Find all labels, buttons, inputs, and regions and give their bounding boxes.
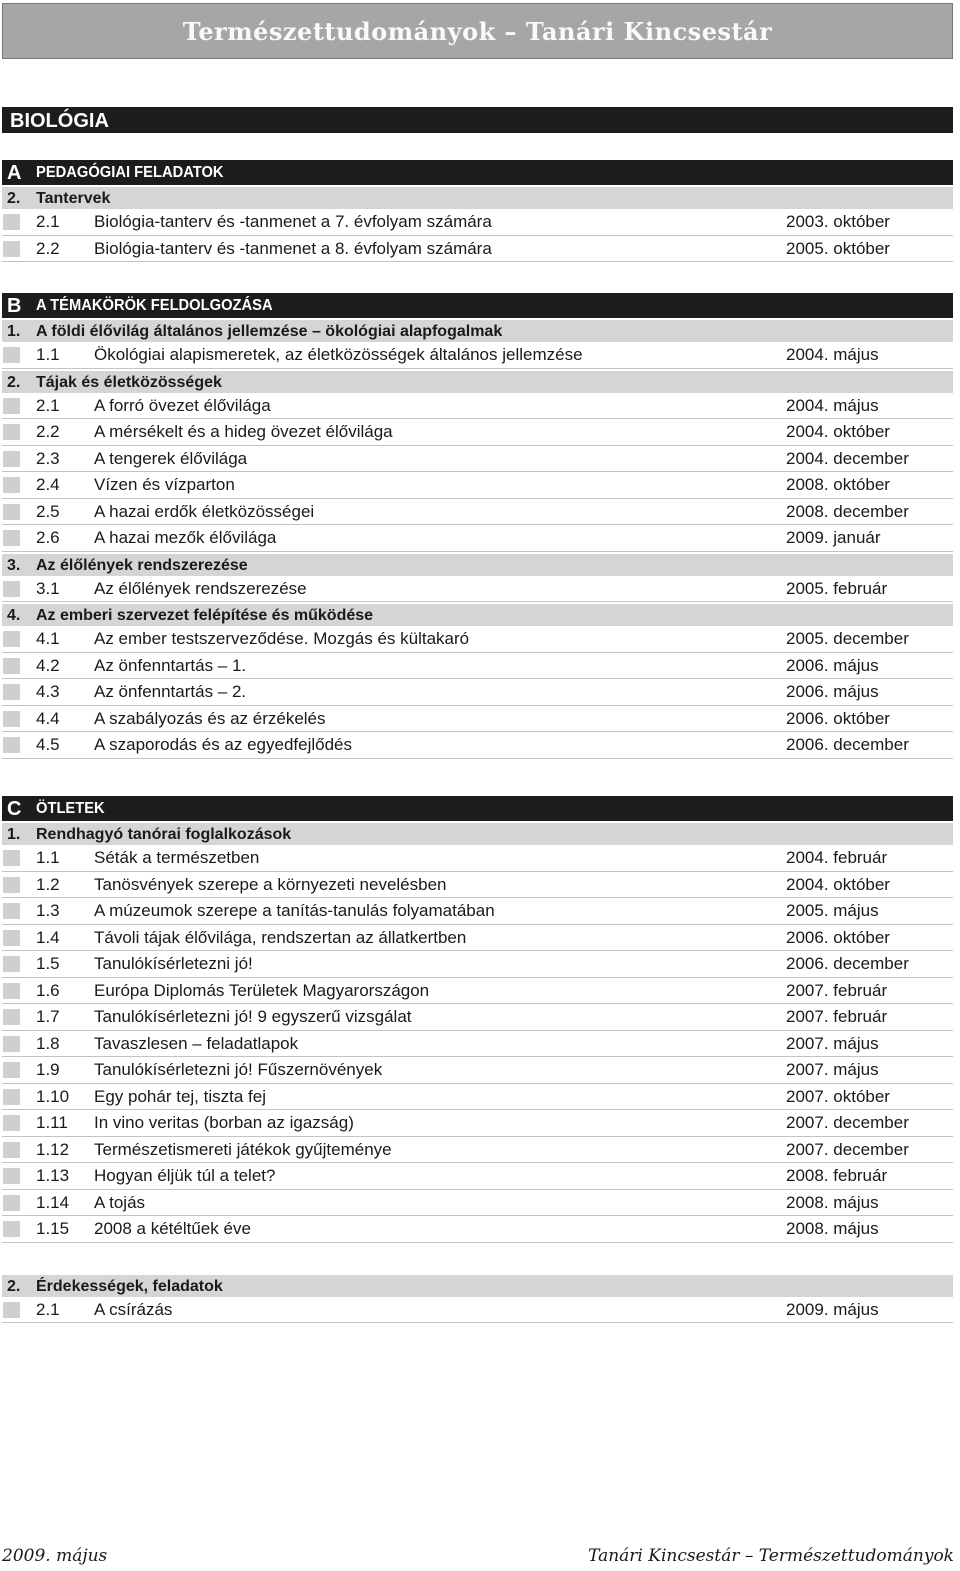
checkbox-square-icon: [3, 424, 20, 440]
checkbox-square-icon: [3, 581, 20, 597]
item-number: 1.2: [36, 874, 60, 894]
checkbox-square-icon: [3, 1089, 20, 1105]
item-number: 1.10: [36, 1086, 70, 1106]
group-number: 2.: [7, 1277, 21, 1295]
item-title: Az élőlények rendszerezése: [94, 578, 307, 598]
item-date: 2004. december: [786, 448, 909, 468]
item-date: 2007. december: [786, 1139, 909, 1159]
checkbox-square-icon: [3, 1062, 20, 1078]
group-title: Rendhagyó tanórai foglalkozások: [36, 826, 292, 843]
item-title: Távoli tájak élővilága, rendszertan az állatkertben: [94, 927, 467, 947]
section-title: PEDAGÓGIAI FELADATOK: [36, 164, 224, 181]
item-title: A tojás: [94, 1192, 146, 1212]
checkbox-square-icon: [3, 1036, 20, 1052]
checkbox-square-icon: [3, 398, 20, 414]
item-title: A szabályozás és az érzékelés: [94, 708, 326, 728]
list-item: [2, 209, 953, 236]
item-title: Tanulókísérletezni jó! Fűszernövények: [94, 1060, 383, 1079]
item-title: 2008 a kétéltűek éve: [94, 1219, 251, 1238]
item-title: A forró övezet élővilága: [94, 395, 271, 415]
item-number: 4.2: [36, 655, 60, 675]
list-item: [2, 236, 953, 263]
checkbox-square-icon: [3, 956, 20, 972]
group-title: A földi élővilág általános jellemzése – ökológiai alapfogalmak: [36, 323, 503, 340]
list-item: [2, 1031, 953, 1058]
list-item: [2, 1084, 953, 1111]
list-item: [2, 1057, 953, 1084]
item-date: 2006. október: [786, 927, 890, 947]
item-date: 2004. október: [786, 422, 890, 441]
checkbox-square-icon: [3, 711, 20, 727]
checkbox-square-icon: [3, 658, 20, 674]
item-date: 2008. október: [786, 475, 890, 494]
item-date: 2009. május: [786, 1299, 879, 1319]
section-title: A TÉMAKÖRÖK FELDOLGOZÁSA: [36, 297, 273, 314]
list-item: [2, 1190, 953, 1217]
item-date: 2006. május: [786, 655, 879, 675]
item-number: 1.13: [36, 1166, 70, 1185]
item-date: 2006. december: [786, 735, 909, 754]
item-date: 2007. október: [786, 1086, 890, 1106]
item-title: Tanulókísérletezni jó!: [94, 954, 253, 973]
section-letter: B: [7, 295, 22, 317]
checkbox-square-icon: [3, 451, 20, 467]
item-number: 1.12: [36, 1139, 70, 1159]
list-item: [2, 446, 953, 473]
group-title: Az emberi szervezet felépítése és működése: [36, 607, 374, 624]
section-letter: C: [7, 798, 22, 820]
item-number: 1.4: [36, 927, 60, 947]
item-title: Vízen és vízparton: [94, 475, 235, 494]
item-number: 1.15: [36, 1219, 70, 1238]
checkbox-square-icon: [3, 530, 20, 546]
item-date: 2003. október: [786, 212, 890, 231]
list-item: [2, 951, 953, 978]
item-title: Biológia-tanterv és -tanmenet a 8. évfolyam számára: [94, 238, 492, 258]
list-item: [2, 626, 953, 653]
checkbox-square-icon: [3, 930, 20, 946]
group-header: [2, 604, 953, 626]
list-item: [2, 1004, 953, 1031]
list-item: [2, 679, 953, 706]
group-title: Tantervek: [36, 190, 111, 207]
group-number: 1.: [7, 323, 21, 340]
list-item: [2, 653, 953, 680]
item-date: 2007. május: [786, 1060, 879, 1079]
list-item: [2, 1137, 953, 1164]
checkbox-square-icon: [3, 241, 20, 257]
item-title: Az önfenntartás – 1.: [94, 655, 247, 675]
list-item: [2, 1110, 953, 1137]
group-title: Érdekességek, feladatok: [36, 1277, 223, 1295]
item-number: 2.5: [36, 501, 60, 521]
list-item: [2, 978, 953, 1005]
checkbox-square-icon: [3, 347, 20, 363]
page-header-banner: [2, 3, 953, 59]
item-number: 4.5: [36, 735, 60, 754]
checkbox-square-icon: [3, 1195, 20, 1211]
item-date: 2007. február: [786, 1007, 888, 1026]
list-item: [2, 393, 953, 420]
item-number: 4.1: [36, 629, 60, 648]
checkbox-square-icon: [3, 1168, 20, 1184]
item-number: 1.6: [36, 980, 60, 1000]
list-item: [2, 1297, 953, 1324]
item-date: 2004. május: [786, 395, 879, 415]
item-number: 2.1: [36, 1299, 60, 1319]
item-date: 2008. február: [786, 1166, 888, 1185]
item-number: 1.8: [36, 1033, 60, 1053]
list-item: [2, 898, 953, 925]
section-c: [2, 794, 953, 1323]
item-number: 1.7: [36, 1007, 60, 1026]
group-header: [2, 320, 953, 342]
item-date: 2005. december: [786, 629, 909, 648]
section-a: [2, 158, 953, 262]
checkbox-square-icon: [3, 1009, 20, 1025]
footer-date: 2009. május: [2, 1546, 108, 1566]
item-title: In vino veritas (borban az igazság): [94, 1113, 354, 1132]
item-date: 2006. december: [786, 954, 909, 973]
item-number: 2.1: [36, 395, 60, 415]
checkbox-square-icon: [3, 631, 20, 647]
item-title: Ökológiai alapismeretek, az életközösségek általános jellemzése: [94, 345, 583, 364]
item-date: 2008. május: [786, 1192, 879, 1212]
item-number: 4.4: [36, 708, 60, 728]
subject-title: BIOLÓGIA: [2, 107, 953, 133]
item-number: 1.9: [36, 1060, 60, 1079]
checkbox-square-icon: [3, 1221, 20, 1237]
footer-publication: Tanári Kincsestár – Természettudományok: [588, 1546, 954, 1566]
item-date: 2005. február: [786, 578, 888, 598]
item-number: 2.3: [36, 448, 60, 468]
item-date: 2007. december: [786, 1113, 909, 1132]
list-item: [2, 845, 953, 872]
list-item: [2, 525, 953, 552]
item-title: Az önfenntartás – 2.: [94, 682, 247, 701]
item-title: A csírázás: [94, 1299, 173, 1319]
group-header: [2, 823, 953, 845]
item-date: 2004. május: [786, 345, 879, 364]
checkbox-square-icon: [3, 877, 20, 893]
checkbox-square-icon: [3, 1142, 20, 1158]
item-number: 2.6: [36, 528, 60, 547]
checkbox-square-icon: [3, 684, 20, 700]
list-item: [2, 472, 953, 499]
item-date: 2007. május: [786, 1033, 879, 1053]
item-date: 2008. május: [786, 1219, 879, 1238]
group-header: [2, 1275, 953, 1297]
page-header-title: Természettudományok – Tanári Kincsestár: [182, 17, 773, 46]
item-number: 1.14: [36, 1192, 70, 1212]
group-number: 3.: [7, 556, 21, 574]
checkbox-square-icon: [3, 477, 20, 493]
item-date: 2009. január: [786, 528, 881, 547]
group-number: 1.: [7, 826, 21, 843]
list-item: [2, 419, 953, 446]
item-title: Természetismereti játékok gyűjteménye: [94, 1139, 392, 1159]
list-item: [2, 1163, 953, 1190]
item-date: 2006. október: [786, 708, 890, 728]
item-date: 2006. május: [786, 682, 879, 701]
item-date: 2005. május: [786, 901, 879, 920]
checkbox-square-icon: [3, 214, 20, 230]
item-number: 1.11: [36, 1113, 68, 1132]
item-title: Hogyan éljük túl a telet?: [94, 1166, 276, 1185]
group-number: 2.: [7, 190, 21, 207]
group-header: [2, 554, 953, 576]
item-number: 1.1: [36, 848, 60, 867]
item-number: 1.1: [36, 345, 60, 364]
item-title: A hazai erdők életközösségei: [94, 501, 315, 521]
group-number: 4.: [7, 607, 21, 624]
item-title: A tengerek élővilága: [94, 448, 248, 468]
list-item: [2, 1216, 953, 1243]
item-title: Biológia-tanterv és -tanmenet a 7. évfolyam számára: [94, 212, 492, 231]
checkbox-square-icon: [3, 504, 20, 520]
checkbox-square-icon: [3, 903, 20, 919]
section-b: [2, 291, 953, 759]
item-number: 4.3: [36, 682, 60, 701]
group-title: Az élőlények rendszerezése: [36, 556, 248, 574]
checkbox-square-icon: [3, 1115, 20, 1131]
checkbox-square-icon: [3, 850, 20, 866]
section-title: ÖTLETEK: [36, 800, 105, 817]
item-title: Az ember testszerveződése. Mozgás és kültakaró: [94, 629, 470, 648]
item-title: A hazai mezők élővilága: [94, 528, 277, 547]
item-number: 2.1: [36, 212, 60, 231]
item-number: 1.3: [36, 901, 60, 920]
checkbox-square-icon: [3, 1302, 20, 1318]
item-title: Séták a természetben: [94, 848, 260, 867]
section-header: [2, 796, 953, 821]
item-date: 2004. október: [786, 874, 890, 894]
list-item: [2, 872, 953, 899]
item-title: Tanösvények szerepe a környezeti nevelésben: [94, 874, 447, 894]
item-date: 2005. október: [786, 238, 890, 258]
item-title: Európa Diplomás Területek Magyarországon: [94, 980, 430, 1000]
item-number: 2.2: [36, 238, 60, 258]
section-letter: A: [7, 162, 22, 184]
item-title: A mérsékelt és a hideg övezet élővilága: [94, 422, 393, 441]
list-item: [2, 342, 953, 369]
item-date: 2007. február: [786, 980, 888, 1000]
list-item: [2, 576, 953, 603]
section-header: [2, 160, 953, 185]
item-number: 1.5: [36, 954, 60, 973]
item-title: Tavaszlesen – feladatlapok: [94, 1033, 299, 1053]
list-item: [2, 732, 953, 759]
item-date: 2004. február: [786, 848, 888, 867]
item-title: A szaporodás és az egyedfejlődés: [94, 735, 353, 754]
group-number: 2.: [7, 373, 21, 391]
item-number: 3.1: [36, 578, 60, 598]
item-number: 2.4: [36, 475, 60, 494]
group-header: [2, 371, 953, 393]
checkbox-square-icon: [3, 737, 20, 753]
item-title: Egy pohár tej, tiszta fej: [94, 1086, 266, 1106]
item-title: Tanulókísérletezni jó! 9 egyszerű vizsgálat: [94, 1007, 412, 1026]
group-header: [2, 187, 953, 209]
list-item: [2, 925, 953, 952]
item-date: 2008. december: [786, 501, 909, 521]
list-item: [2, 706, 953, 733]
item-title: A múzeumok szerepe a tanítás-tanulás folyamatában: [94, 901, 495, 920]
section-header: [2, 293, 953, 318]
list-item: [2, 499, 953, 526]
item-number: 2.2: [36, 422, 60, 441]
group-title: Tájak és életközösségek: [36, 373, 222, 391]
checkbox-square-icon: [3, 983, 20, 999]
